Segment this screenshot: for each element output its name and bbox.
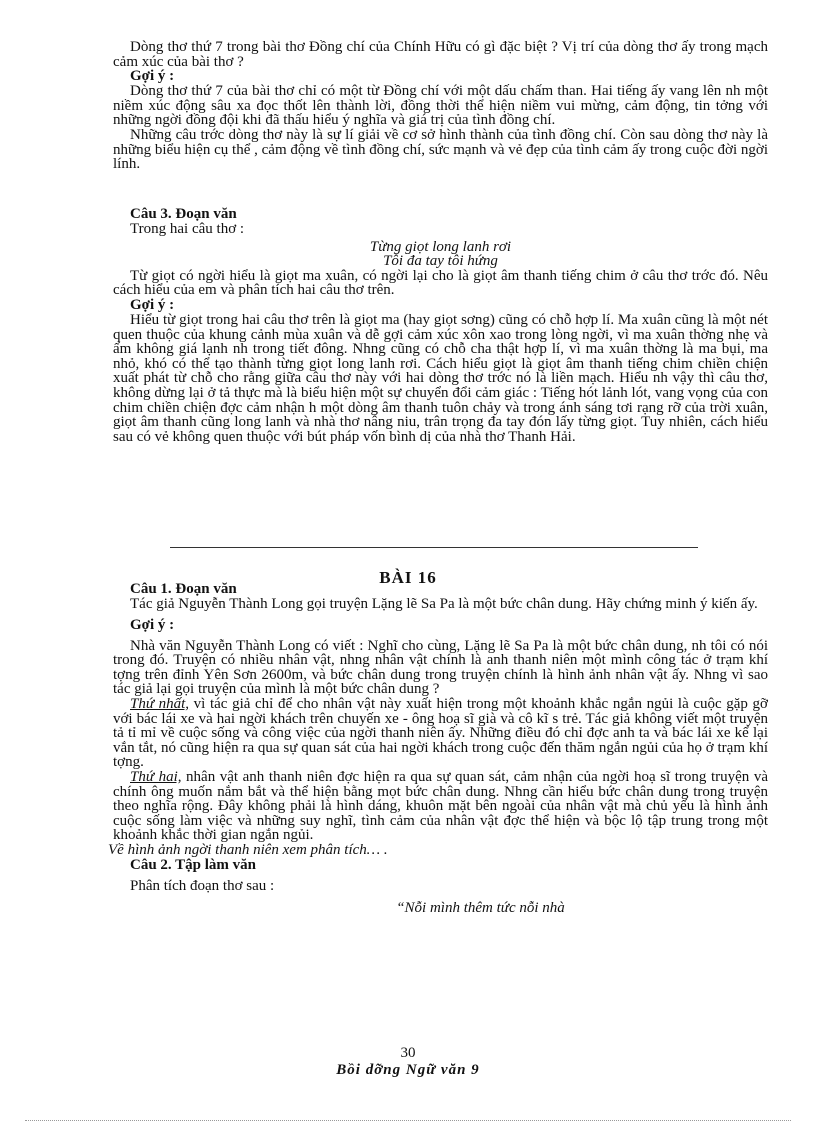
answer-paragraph: Dòng thơ thứ 7 của bài thơ chỉ có một từ Đồng chí với một dấu chấm than. Hai tiếng ấy vang lên nh một niềm xúc động sâu xa đọc thốt lên thành lời, đồng thời thể hiện niềm vui mừng, cảm động, tin tởng với những ngời đồng đội khi đã thấu hiểu ý nghĩa và giá trị của tình đồng chí. [113,83,768,129]
paragraph-body: vì tác giả chỉ để cho nhân vật này xuất hiện trong một khoảnh khắc ngắn ngủi là cuộc gặp gỡ với bác lái xe và hai ngời khách trên chuyến xe - ông hoạ sĩ già và cô kĩ s trẻ. Tác giả không viết một truyện tả tỉ mỉ về cuộc sống và công việc của ngời thanh niên ấy. Những điều đó chỉ đợc anh ta và bác lái xe kể lại vắn tắt, nó cũng hiện ra qua sự quan sát của hai ngời khách trong cuộc đến thăm ngắn ngủi của họ ở trạm khí tợng. [113,695,768,771]
section-heading: Câu 2. Tập làm văn [130,856,257,873]
page-number: 30 [400,1045,416,1061]
section-bai-16 [108,581,768,917]
section-dong-chi [113,40,768,172]
section-cau-3 [113,207,768,444]
prompt-text: Tác giả Nguyễn Thành Long gọi truyện Lặng lẽ Sa Pa là một bức chân dung. Hãy chứng minh ý kiến ấy. [130,596,758,612]
prompt-text: Trong hai câu thơ : [130,221,245,237]
hint-label: Gợi ý : [130,68,175,85]
emphasis-label: Thứ hai, [130,768,182,785]
hint-label: Gợi ý : [130,296,175,313]
hint-label: Gợi ý : [130,616,175,633]
answer-paragraph: Những câu trớc dòng thơ này là sự lí giải về cơ sở hình thành của tình đồng chí. Còn sau dòng thơ này là những biểu hiện cụ thể , cảm động về tình đồng chí, sức mạnh và vẻ đẹp của tình cảm ấy trong cuộc đời ngời lính. [113,126,768,173]
question-text: Từ giọt có ngời hiểu là giọt ma xuân, có ngời lại cho là giọt âm thanh tiếng chim ở câu thơ trớc đó. Nêu cách hiểu của em và phân tích hai câu thơ trên. [113,267,768,299]
answer-paragraph: Nhà văn Nguyễn Thành Long có viết : Nghĩ cho cùng, Lặng lẽ Sa Pa là một bức chân dung, nh tôi có nói trong đó. Truyện có nhiều nhân vật, nhng nhân vật chính là anh thanh niên một mình công tác ở trạm khí tợng trên đỉnh Yên Sơn 2600m, và bức chân dung trong truyện chính là hình ảnh nhân vật ấy. Nhng vì sao tác giả lại gọi truyện của mình là một bức chân dung ? [113,637,768,698]
section-heading: Câu 1. Đoạn văn [130,581,237,597]
verse-line: “Nỗi mình thêm tức nỗi nhà [396,900,565,917]
section-divider [170,547,698,548]
question-text: Dòng thơ thứ 7 trong bài thơ Đồng chí của Chính Hữu có gì đặc biệt ? Vị trí của dòng thơ ấy trong mạch cảm xúc của bài thơ ? [113,39,768,70]
verse-line: Tôi đa tay tôi hứng [383,253,498,270]
prompt-text: Phân tích đoạn thơ sau : [130,877,275,894]
note-text: Về hình ảnh ngời thanh niên xem phân tích… . [108,841,388,858]
answer-paragraph [113,697,768,770]
emphasis-label: Thứ nhất, [130,695,190,712]
answer-paragraph [113,770,768,843]
page-bottom-border [25,1120,791,1121]
paragraph-body: nhân vật anh thanh niên đợc hiện ra qua sự quan sát, cảm nhận của ngời hoạ sĩ trong truyện và chính ông muốn nắm bắt và thể hiện bằng mọt bức chân dung. Nhng cần hiểu bức chân dung trong truyện theo nghĩa rộng. Đây không phải là hình dáng, khuôn mặt bên ngoài của nhân vật mà chủ yếu là hình ảnh cuộc sống làm việc và những suy nghĩ, tình cảm của nhân vật đợc thể hiện và bộc lộ tập trung trong một khoảnh khắc thời gian ngắn ngủi. [113,768,768,844]
answer-paragraph: Hiểu từ giọt trong hai câu thơ trên là giọt ma (hay giọt sơng) cũng có chỗ hợp lí. Ma xuân cũng là một nét quen thuộc của khung cảnh mùa xuân và dễ gợi cảm xúc xôn xao trong lòng ngời, vì ma xuân thờng nhẹ và ấm không giá lạnh nh trong tiết đông. Nhng cũng có chỗ cha thật hợp lí, vì ma xuân thờng là ma bụi, ma nhỏ, khó có thể tạo thành từng giọt long lanh rơi. Cách hiểu giọt là giọt âm thanh tiếng chim chiền chiện xuất phát từ chỗ cho rằng giữa câu thơ này với hai dòng thơ trớc nó là liền mạch. Hiểu nh vậy thì câu thơ, không dừng lại ở tả thực mà là biểu hiện một sự chuyển đổi cảm giác : Tiếng hót lảnh lót, vang vọng của con chim chiền chiện đợc cảm nhận h một dòng âm thanh tuôn chảy và trong ánh sáng tơi rạng rỡ của trời xuân, giọt âm thanh cũng long lanh và nhà thơ nâng niu, trân trọng đa tay đón lấy từng giọt. Tuy nhiên, cách hiểu sau có vẻ không quen thuộc với bút pháp vốn bình dị của nhà thơ Thanh Hải. [113,311,768,445]
section-heading: Câu 3. Đoạn văn [130,206,237,222]
lesson-title: BÀI 16 [379,568,437,587]
verse-line: Từng giọt long lanh rơi [369,238,512,255]
book-footer-title: Bồi dỡng Ngữ văn 9 [336,1062,480,1078]
